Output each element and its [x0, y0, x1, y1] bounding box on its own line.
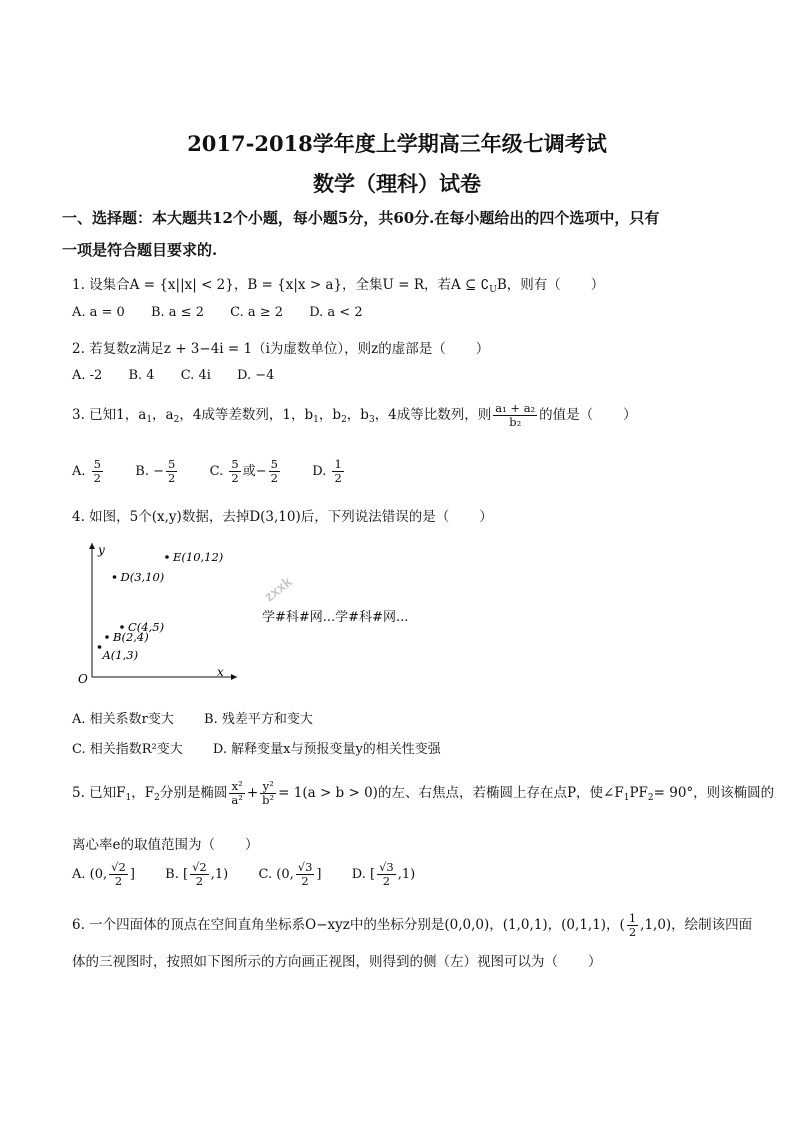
scatter-point-label: E(10,12) [173, 550, 224, 564]
page-title: 2017-2018学年度上学期高三年级七调考试 [187, 131, 607, 156]
q5-fraction-y-den: b² [262, 793, 275, 807]
q5-option-a-pre: (0, [89, 867, 108, 882]
q5-fraction-y-num: y² [260, 780, 276, 794]
q5-option-d-label: D. [351, 867, 366, 882]
q3-option-a [92, 458, 103, 485]
q3-option-d-num: 1 [334, 457, 342, 471]
q3-option-c-num2: 5 [270, 457, 278, 471]
section-heading-line2: 一项是符合题目要求的. [62, 241, 218, 259]
q3-stem-e: ，b [346, 407, 369, 423]
q5-stem-c: 分别是椭圆 [159, 785, 228, 801]
q3-option-d-den: 2 [334, 471, 342, 485]
q6-fraction-den: 2 [628, 925, 637, 939]
q3-sub-2: 2 [173, 415, 180, 425]
q5-option-c [296, 861, 315, 888]
q4-close: ） [479, 509, 493, 525]
q5-line2 [72, 833, 259, 853]
q5-option-b [190, 861, 209, 888]
question-1 [72, 273, 604, 295]
q3-stem-g: 的值是（ [539, 407, 594, 423]
q6-close: ） [588, 954, 602, 970]
scatter-point-label: A(1,3) [102, 648, 139, 662]
q3-option-c-frac1 [229, 458, 240, 485]
q4-option-a: A. 相关系数r变大 [72, 712, 174, 727]
q3-stem-d: ，b [318, 407, 342, 423]
watermark-stamp: zxxk [261, 573, 295, 605]
q5-close: ） [245, 837, 259, 853]
q2-option-a: A. -2 [72, 368, 103, 383]
q3-stem-f: ，4成等比数列，则 [374, 407, 492, 423]
q3-option-c-den2: 2 [270, 471, 278, 485]
q3-option-c-den1: 2 [231, 471, 239, 485]
q5-option-d [377, 861, 396, 888]
q5-option-a-den: 2 [114, 874, 123, 888]
x-axis-label: x [217, 665, 224, 679]
y-axis-arrow [89, 543, 95, 549]
q6-fraction [627, 912, 638, 939]
scatter-point-label: D(3,10) [120, 570, 165, 584]
q5-option-b-den: 2 [195, 874, 204, 888]
q5-fraction-x-den: a² [231, 793, 243, 807]
q2-option-b: B. 4 [128, 368, 155, 383]
q3-close: ） [623, 407, 637, 423]
q5-option-d-post: ,1) [397, 867, 416, 882]
scatter-point-label: C(4,5) [128, 620, 165, 634]
q3-option-c-sign: − [255, 464, 267, 479]
q5-option-b-pre: [ [183, 867, 189, 882]
question-2 [72, 337, 489, 357]
q1-option-c: C. a ≥ 2 [230, 305, 284, 320]
q5-stem-d: = 1(a > b > 0)的左、右焦点，若椭圆上存在点P，使∠F [278, 785, 624, 801]
x-axis-arrow [231, 674, 237, 680]
q3-option-b-num: 5 [168, 457, 176, 471]
q2-options [72, 368, 274, 383]
q5-option-c-post: ] [316, 867, 322, 882]
q6-stem-a: 6. 一个四面体的顶点在空间直角坐标系O−xyz中的坐标分别是(0,0,0)，(1,0,1)，(0,1,1)，( [72, 917, 625, 933]
q2-close: ） [475, 341, 490, 357]
page-subtitle: 数学（理科）试卷 [313, 171, 481, 196]
q3-option-c-num1: 5 [231, 457, 239, 471]
q5-option-a-num: √2 [111, 860, 126, 874]
q5-sub-4: 2 [647, 793, 654, 803]
q5-option-a-label: A. [72, 867, 86, 882]
scatter-points [98, 550, 224, 662]
question-4 [72, 505, 493, 525]
y-axis-label: y [98, 543, 105, 557]
q6-line2 [72, 950, 602, 970]
q3-sub-b1: 1 [313, 415, 319, 425]
q3-sub-1: 1 [146, 415, 153, 425]
q1-option-b: B. a ≤ 2 [150, 305, 204, 320]
section-heading-line1: 一、选择题：本大题共12个小题，每小题5分，共60分.在每小题给出的四个选项中，只有 [62, 209, 660, 227]
q4-options-row1 [72, 708, 313, 727]
scatter-point [105, 635, 109, 639]
q5-option-b-label: B. [165, 867, 179, 882]
q5-option-b-post: ,1) [210, 867, 229, 882]
question-3 [72, 402, 637, 429]
q5-option-d-pre: [ [370, 867, 376, 882]
q3-option-b [166, 458, 177, 485]
q4-scatter-plot [72, 537, 242, 687]
q5-sub-2: 2 [154, 793, 160, 803]
scatter-point-label: B(2,4) [113, 630, 149, 644]
q1-stem: 1. 设集合A = {x||x| < 2}，B = {x|x > a}，全集U = R，若A ⊆ ∁ [72, 277, 490, 293]
scatter-point [98, 645, 102, 649]
q4-option-b: B. 残差平方和变大 [204, 712, 313, 727]
q3-stem-b: ，a [152, 407, 174, 423]
q4-options-row2 [72, 738, 441, 757]
q5-option-d-num: √3 [379, 860, 394, 874]
q1-close: ） [590, 277, 605, 293]
q6-stem-b: ,1,0)，绘制该四面 [640, 917, 753, 933]
q1-option-d: D. a < 2 [309, 305, 363, 320]
question-6 [72, 912, 752, 939]
q3-option-a-den: 2 [93, 471, 101, 485]
q5-option-a [109, 861, 128, 888]
q2-option-d: D. −4 [237, 368, 275, 383]
q3-fraction [493, 402, 537, 429]
q1-option-a: A. a = 0 [72, 305, 125, 320]
q5-stem-e: PF [629, 785, 648, 801]
q3-option-b-den: 2 [168, 471, 176, 485]
scatter-point [113, 575, 117, 579]
q1-options [72, 305, 363, 320]
watermark-text: 学#科#网...学#科#网... [262, 610, 409, 625]
q6-fraction-num: 1 [628, 911, 637, 925]
scatter-point [120, 625, 124, 629]
q3-option-d [332, 458, 343, 485]
q5-stem-a: 5. 已知F [72, 785, 126, 801]
origin-label: O [78, 672, 88, 686]
question-5 [72, 780, 774, 807]
q2-stem: 2. 若复数z满足z + 3−4i = 1（i为虚数单位），则z的虚部是（ [72, 341, 446, 357]
scatter-point [165, 555, 169, 559]
q6-line2-text: 体的三视图时，按照如下图所示的方向画正视图，则得到的侧（左）视图可以为（ [72, 954, 558, 970]
q3-sub-b3: 3 [368, 415, 375, 425]
q5-line2-text: 离心率e的取值范围为（ [72, 837, 215, 853]
q5-option-c-label: C. [258, 867, 273, 882]
q5-option-c-den: 2 [301, 874, 309, 888]
q3-option-b-sign: − [153, 464, 165, 479]
q3-fraction-numerator: a₁ + a₂ [495, 401, 536, 415]
q5-option-a-post: ] [129, 867, 135, 882]
q1-stem-tail: B，则有（ [496, 277, 561, 293]
q5-fraction-x [229, 780, 244, 807]
q3-option-b-label: B. [135, 464, 149, 479]
q5-sub-1: 1 [125, 793, 132, 803]
q3-fraction-denominator: b₂ [509, 415, 522, 429]
q3-stem-c: ，4成等差数列，1，b [179, 407, 314, 423]
q5-stem-b: ，F [131, 785, 155, 801]
q5-option-d-den: 2 [382, 874, 391, 888]
q5-option-b-num: √2 [192, 860, 207, 874]
q4-option-c: C. 相关指数R²变大 [72, 742, 183, 757]
q5-sub-3: 1 [623, 793, 630, 803]
q3-option-a-num: 5 [93, 457, 101, 471]
q3-stem-a: 3. 已知1，a [72, 407, 147, 423]
q5-options [72, 861, 415, 888]
q4-option-d: D. 解释变量x与预报变量y的相关性变强 [212, 742, 441, 757]
q3-option-a-label: A. [72, 464, 86, 479]
q2-option-c: C. 4i [180, 368, 211, 383]
q4-stem: 4. 如图，5个(x,y)数据，去掉D(3,10)后，下列说法错误的是（ [72, 509, 450, 525]
q3-option-d-label: D. [312, 464, 327, 479]
q3-option-c-frac2 [269, 458, 280, 485]
q5-fraction-x-num: x² [229, 780, 244, 794]
q3-option-c-label: C. [209, 464, 224, 479]
q5-option-c-num: √3 [297, 860, 313, 874]
q3-options [72, 458, 346, 485]
q5-stem-f: = 90°，则该椭圆的 [653, 785, 775, 801]
q5-option-c-pre: (0, [276, 867, 294, 882]
q1-stem-subscript: U [489, 285, 497, 295]
q3-option-c-or: 或 [242, 464, 256, 479]
q5-fraction-y [260, 780, 276, 807]
q5-plus: + [246, 785, 259, 801]
q3-sub-b2: 2 [341, 415, 347, 425]
